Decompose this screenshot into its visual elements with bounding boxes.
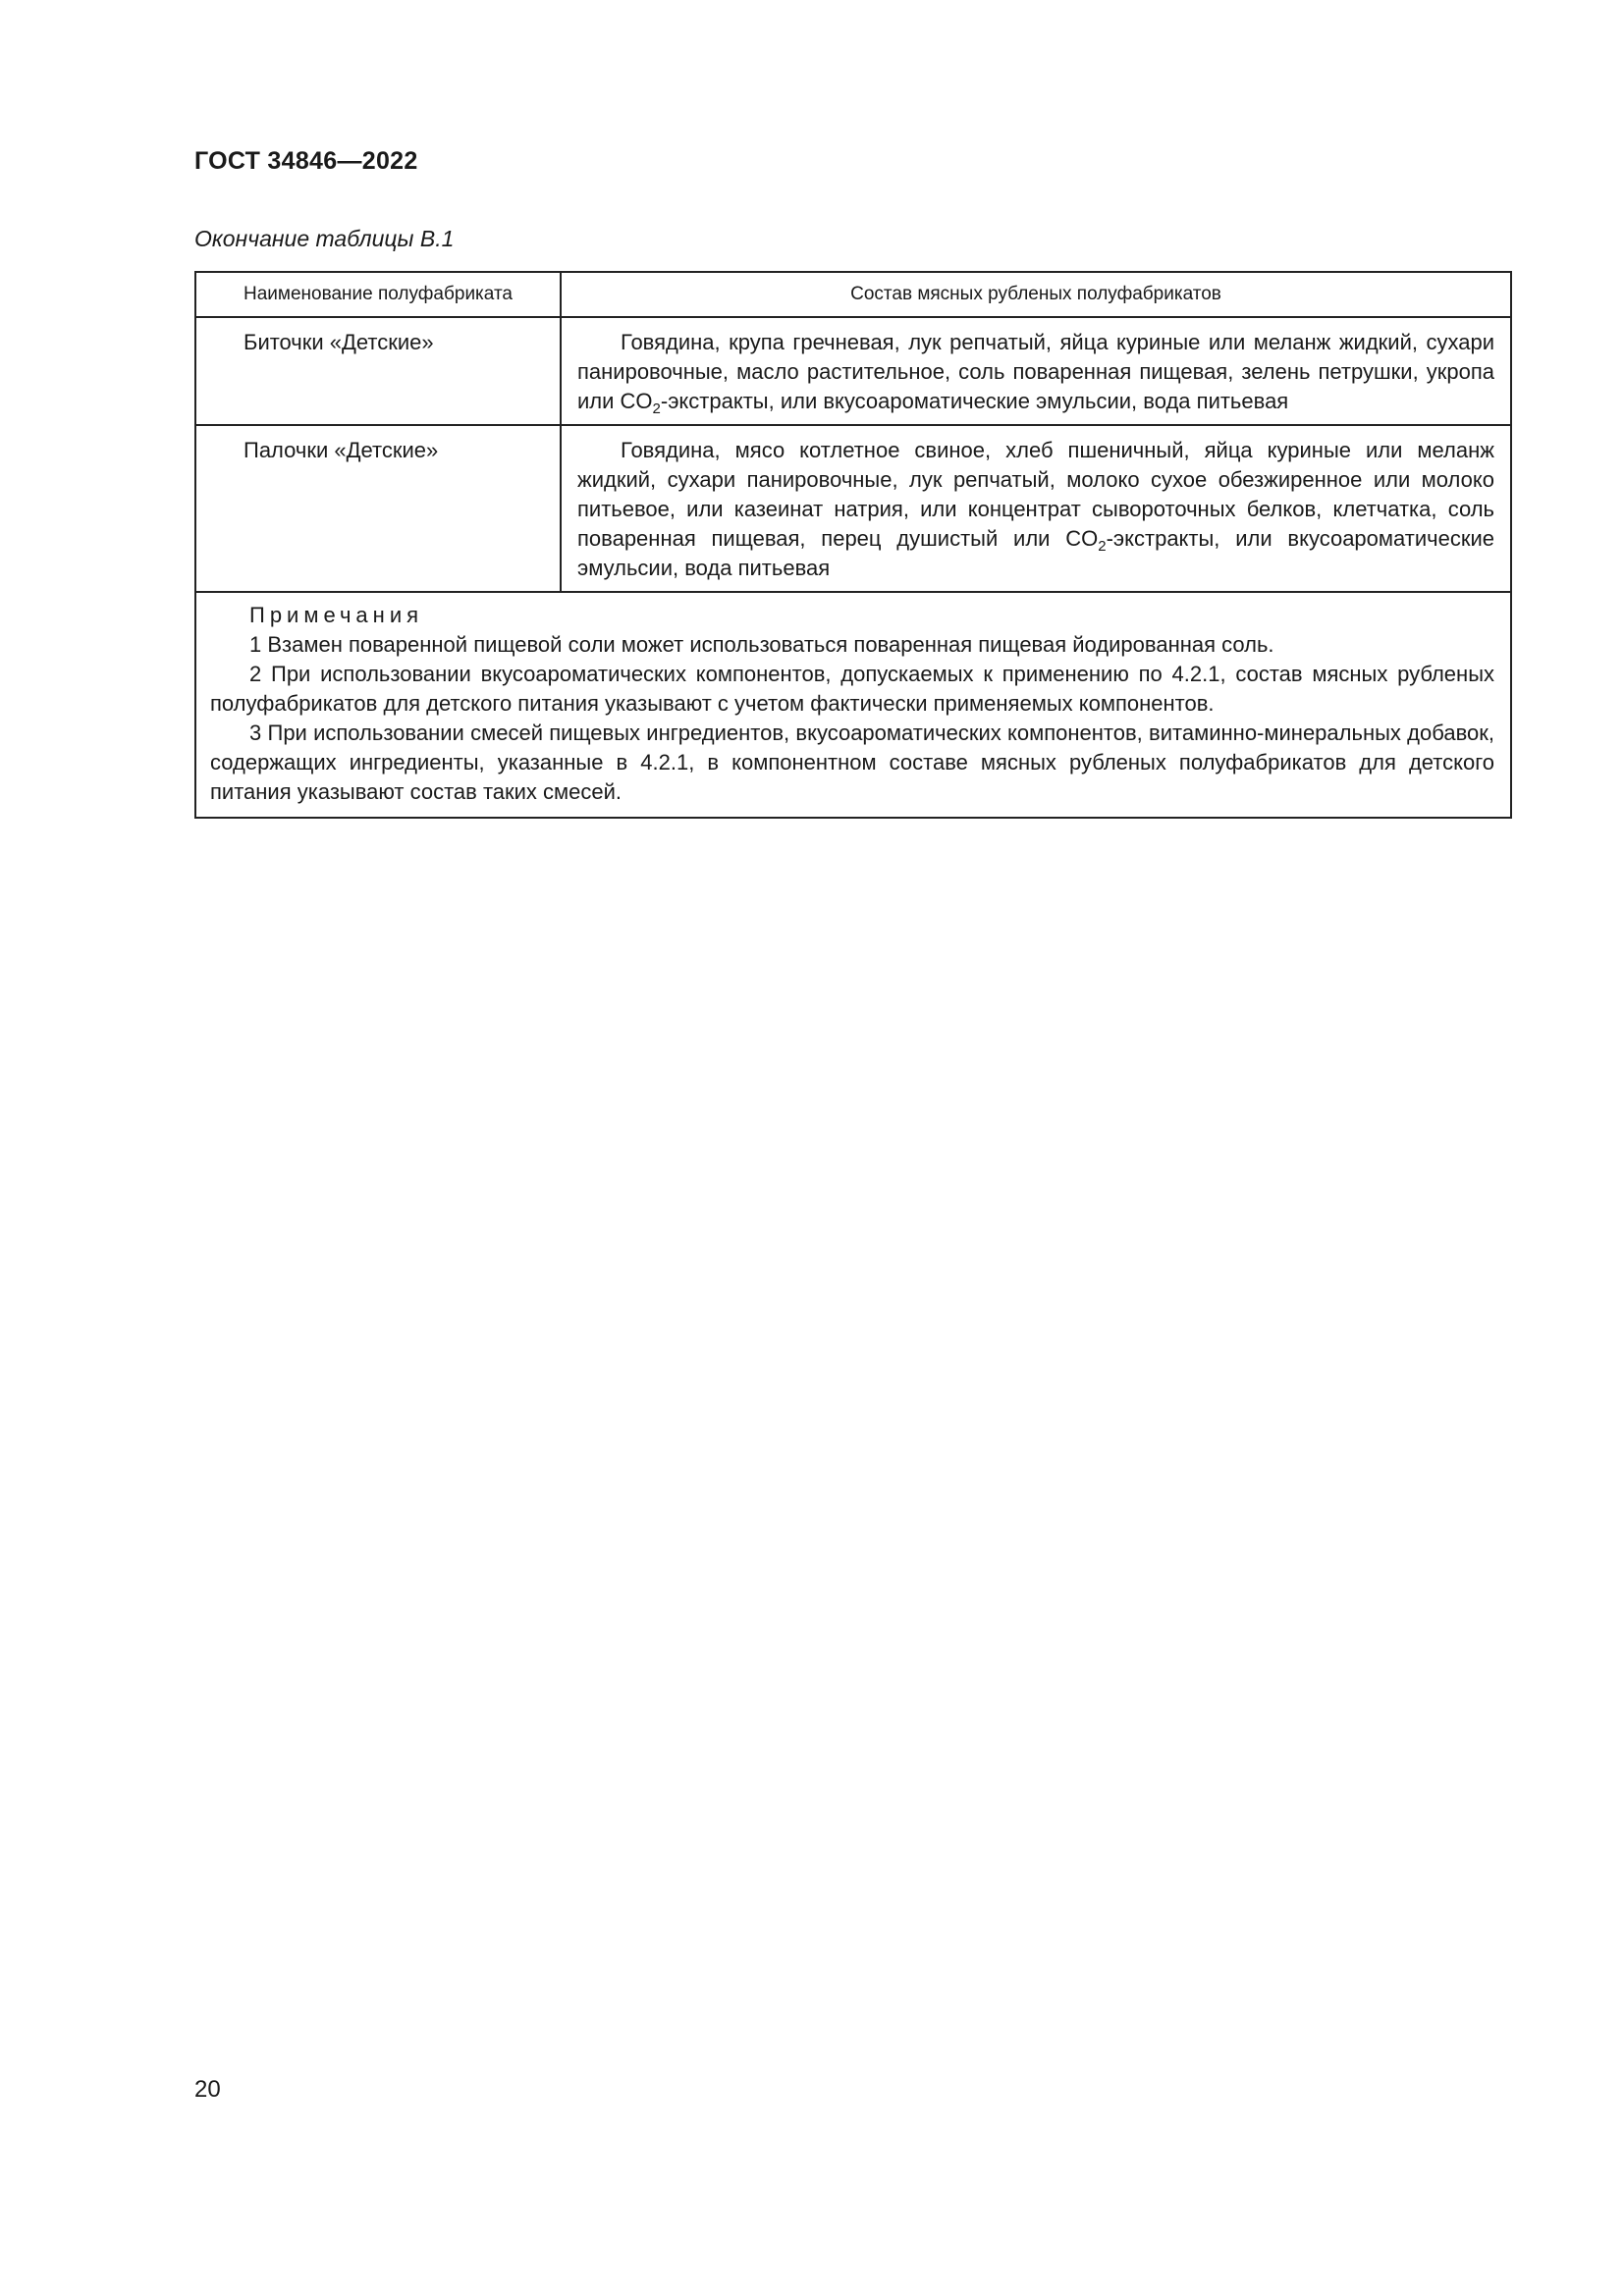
note-item: 1 Взамен поваренной пищевой соли может использоваться поваренная пищевая йодированная соль. [249, 632, 1274, 657]
table-header-row [196, 273, 1510, 317]
column-header-composition: Состав мясных рубленых полуфабрикатов [561, 273, 1510, 317]
document-header: ГОСТ 34846—2022 [194, 147, 418, 175]
composition-text: Говядина, крупа гречневая, лук репчатый, яйца куриные или меланж жидкий, сухари панировочные, масло растительное, соль поваренная пищевая, зелень петрушки, укропа или CO [577, 330, 1494, 413]
page-number: 20 [194, 2076, 221, 2103]
table-notes [196, 593, 1510, 817]
composition-cell [561, 425, 1510, 592]
note-item: 2 При использовании вкусоароматических компонентов, допускаемых к применению по 4.2.1, состав мясных рубленых полуфабрикатов для детского питания указывают с учетом фактически применяемых компонентов. [210, 662, 1494, 716]
product-name-cell: Палочки «Детские» [196, 425, 561, 592]
table-row [196, 425, 1510, 592]
note-item: 3 При использовании смесей пищевых ингредиентов, вкусоароматических компонентов, витаминно-минеральных добавок, содержащих ингредиенты, указанные в 4.2.1, в компонентном составе мясных рубленых полуфабрикатов для детского питания указывают состав таких смесей. [210, 721, 1494, 804]
notes-title: Примечания [249, 603, 424, 627]
composition-table [194, 271, 1512, 819]
table-row [196, 317, 1510, 425]
table-caption: Окончание таблицы В.1 [194, 226, 455, 251]
composition-text-end: -экстракты, или вкусоароматические эмульсии, вода питьевая [660, 389, 1289, 413]
subscript-2: 2 [652, 400, 661, 417]
composition-cell [561, 317, 1510, 425]
column-header-name: Наименование полуфабриката [196, 273, 561, 317]
subscript-2: 2 [1098, 538, 1107, 555]
product-name-cell: Биточки «Детские» [196, 317, 561, 425]
composition-text: Говядина, мясо котлетное свиное, хлеб пшеничный, яйца куриные или меланж жидкий, сухари панировочные, лук репчатый, молоко сухое обезжиренное или молоко питьевое, или казеинат натрия, или концентрат сывороточных белков, клетчатка, соль поваренная пищевая, перец душистый или CO [577, 438, 1494, 551]
composition-text-end: -экстракты, или вкусоароматические эмульсии, вода питьевая [577, 526, 1494, 580]
